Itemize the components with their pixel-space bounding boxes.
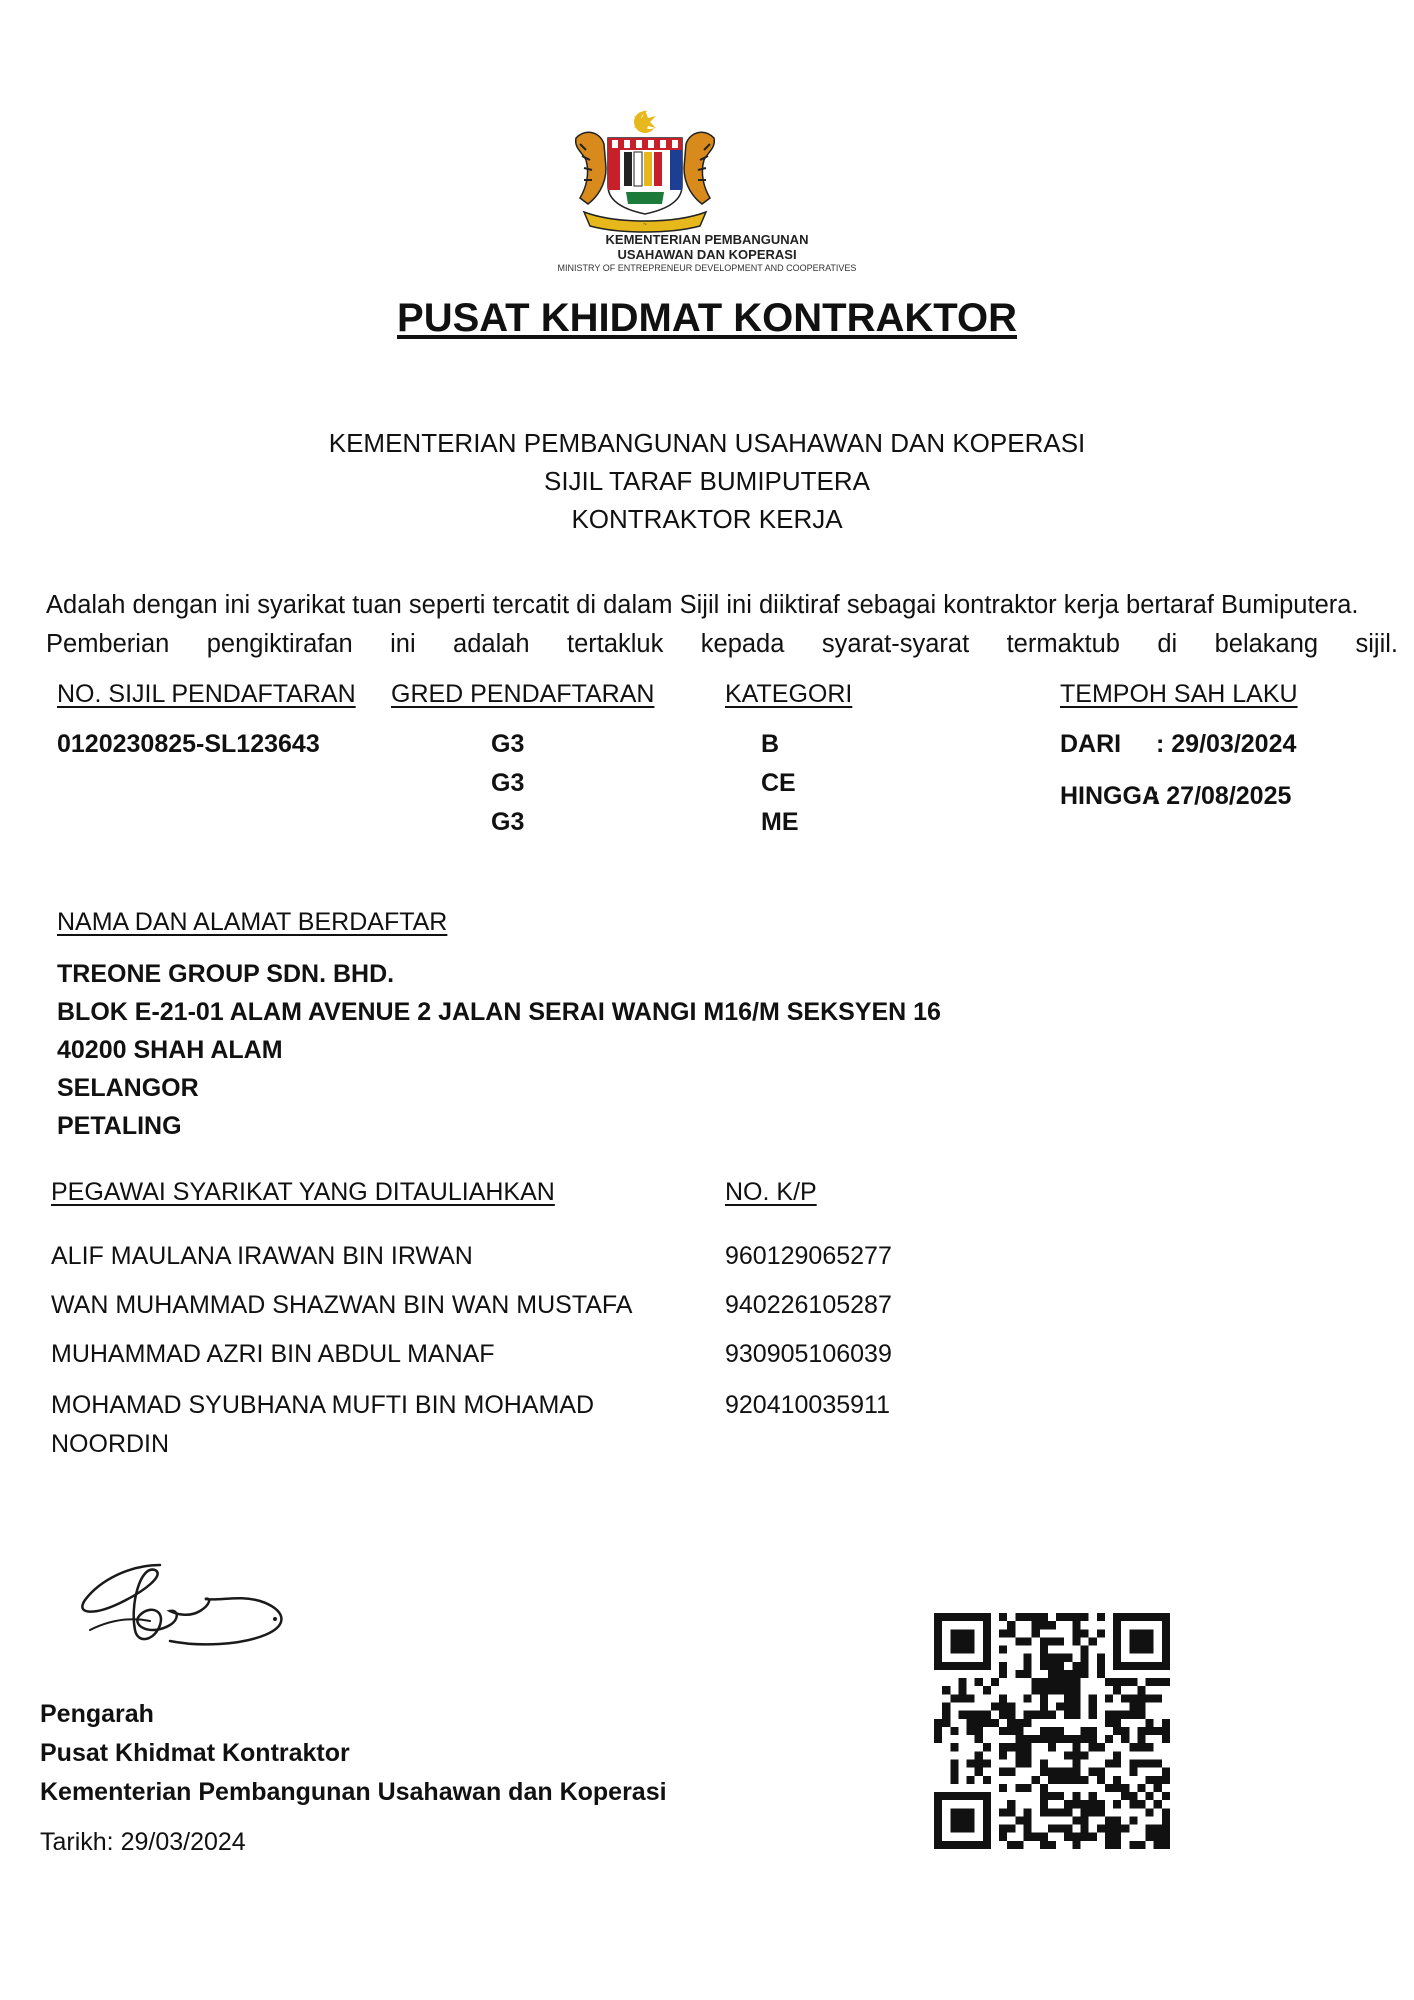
reg-no-value: 0120230825-SL123643 — [57, 730, 320, 758]
address-line: SELANGOR — [57, 1074, 199, 1102]
signatory-date: Tarikh: 29/03/2024 — [40, 1828, 246, 1856]
header-grade: GRED PENDAFTARAN — [391, 680, 655, 708]
subtitle-contractor-type: KONTRAKTOR KERJA — [571, 504, 843, 534]
subtitle-ministry: KEMENTERIAN PEMBANGUNAN USAHAWAN DAN KOPERASI — [328, 428, 1086, 458]
officer-ic: 920410035911 — [725, 1391, 890, 1419]
officers-heading: PEGAWAI SYARIKAT YANG DITAULIAHKAN — [51, 1178, 555, 1206]
officer-ic: 930905106039 — [725, 1340, 892, 1368]
validity-from-value: : 29/03/2024 — [1156, 730, 1297, 758]
category-value: B — [761, 730, 780, 758]
officer-name: MOHAMAD SYUBHANA MUFTI BIN MOHAMAD — [51, 1391, 595, 1419]
grade-value: G3 — [491, 769, 525, 797]
subtitle-certificate: SIJIL TARAF BUMIPUTERA — [543, 466, 870, 496]
validity-from-label: DARI — [1060, 730, 1122, 758]
officer-name: WAN MUHAMMAD SHAZWAN BIN WAN MUSTAFA — [51, 1291, 633, 1319]
signatory-title: Pengarah — [40, 1700, 154, 1728]
address-line: TREONE GROUP SDN. BHD. — [57, 960, 395, 988]
ministry-logo-line2: USAHAWAN DAN KOPERASI — [617, 247, 797, 262]
header-category: KATEGORI — [725, 680, 853, 708]
category-value: CE — [761, 769, 796, 797]
signatory-ministry: Kementerian Pembangunan Usahawan dan Koperasi — [40, 1778, 667, 1806]
grade-value: G3 — [491, 808, 525, 836]
grade-value: G3 — [491, 730, 525, 758]
officer-ic: 960129065277 — [725, 1242, 892, 1270]
svg-text:~: ~ — [643, 222, 647, 228]
category-value: ME — [761, 808, 799, 836]
qr-code-icon — [934, 1613, 1170, 1849]
validity-to-value: : 27/08/2025 — [1151, 782, 1292, 810]
malaysia-coat-of-arms-icon — [566, 108, 724, 236]
validity-to-label: HINGGA — [1060, 782, 1160, 810]
officer-name-continued: NOORDIN — [51, 1430, 170, 1458]
ic-heading: NO. K/P — [725, 1178, 817, 1206]
address-line: 40200 SHAH ALAM — [57, 1036, 283, 1064]
ministry-logo-line1: KEMENTERIAN PEMBANGUNAN — [605, 232, 809, 247]
header-reg-no: NO. SIJIL PENDAFTARAN — [57, 680, 356, 708]
statement-line-2: Pemberian pengiktirafan ini adalah tertakluk kepada syarat-syarat termaktub di belakang sijil. — [46, 630, 1398, 658]
header-validity: TEMPOH SAH LAKU — [1060, 680, 1298, 708]
address-line: BLOK E-21-01 ALAM AVENUE 2 JALAN SERAI WANGI M16/M SEKSYEN 16 — [57, 998, 941, 1026]
signatory-office: Pusat Khidmat Kontraktor — [40, 1739, 350, 1767]
ministry-logo-line3: MINISTRY OF ENTREPRENEUR DEVELOPMENT AND COOPERATIVES — [557, 263, 857, 273]
address-line: PETALING — [57, 1112, 182, 1140]
officer-ic: 940226105287 — [725, 1291, 892, 1319]
signature-icon — [60, 1545, 320, 1675]
officer-name: MUHAMMAD AZRI BIN ABDUL MANAF — [51, 1340, 495, 1368]
statement-line-1: Adalah dengan ini syarikat tuan seperti tercatit di dalam Sijil ini diiktiraf sebagai kontraktor kerja bertaraf Bumiputera. — [46, 591, 1359, 619]
page-title: PUSAT KHIDMAT KONTRAKTOR — [397, 296, 1017, 340]
officer-name: ALIF MAULANA IRAWAN BIN IRWAN — [51, 1242, 473, 1270]
address-heading: NAMA DAN ALAMAT BERDAFTAR — [57, 908, 448, 936]
